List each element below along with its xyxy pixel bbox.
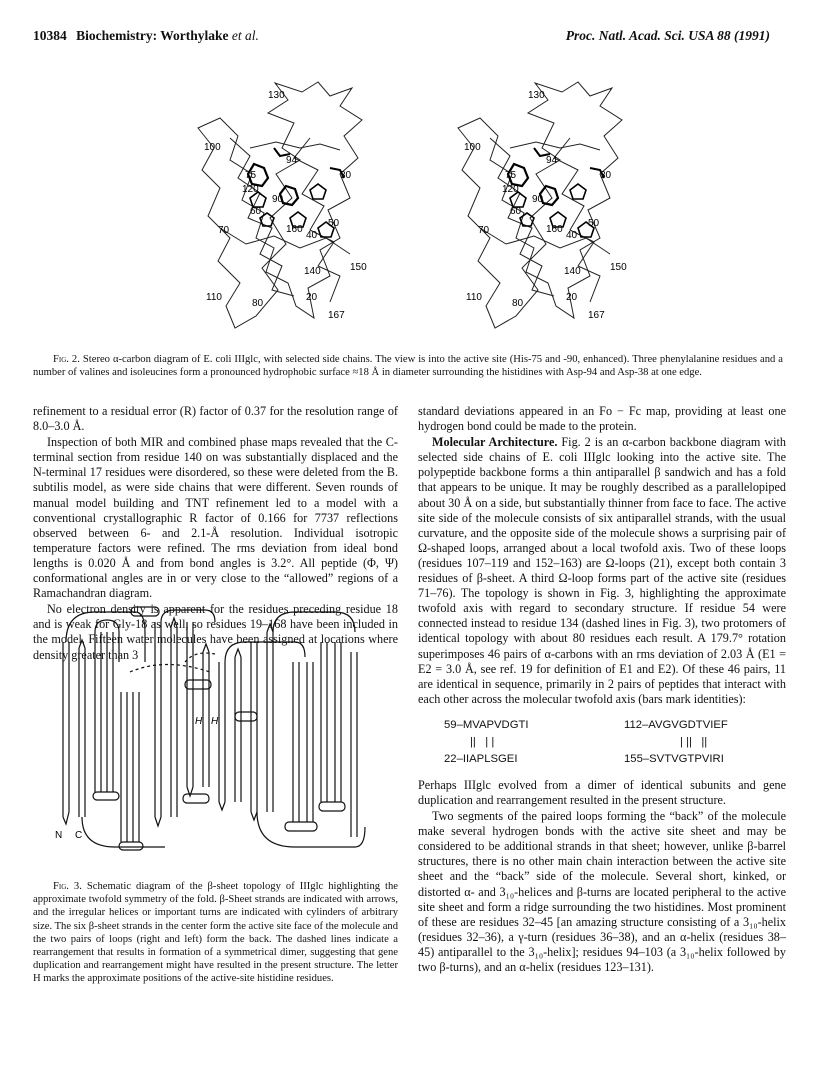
figure-3-caption-text: Schematic diagram of the β-sheet topology of IIIglc highlighting the approximate twofold symmetry of the fold. β-Sheet strands are indicated with arrows, and the irregular helices or important turns are indicated with cylinders of arbitrary size. The six β-sheet strands in the center form the active site face of the molecule and the two pairs of loops (right and left) form the back. The dashed lines indicate a rearrangement that results in formation of a symmetrical dimer, suggesting that gene duplication and rearrangement might have resulted in the present structure. The letter H marks the approximate positions of the active-site histidine residues. — [33, 881, 399, 985]
right-paragraph-3: Perhaps IIIglc evolved from a dimer of identical subunits and gene duplication and rearrangement resulted in the present structure. — [418, 777, 786, 807]
authors-suffix: et al. — [231, 28, 259, 43]
fig2-label-right-130: 130 — [528, 90, 545, 101]
fig2-label-right-80: 80 — [512, 298, 524, 309]
fig2-label-right-75: 75 — [505, 170, 517, 181]
fig2-label-right-70: 70 — [478, 225, 490, 236]
fig2-label-right-150: 150 — [610, 262, 627, 273]
fig3-label-n-terminus: N — [55, 830, 63, 841]
fig2-label-left-40: 40 — [306, 230, 318, 241]
right-paragraph-4: Two segments of the paired loops forming the “back” of the molecule make several hydrogen bonds with the active site sheet and may be considered to be additional strands in that sheet; however, unlike β-barrel structures, there is no other main chain interaction between the active site sheet and the “back” side of the molecule. Several short, kinked, or distorted α- and 3₁₀-helices and β-turns are located peripheral to the active site sheet and form a ridge surrounding the two histidines. Most prominent of these are residues 32–45 [an amazing structure consisting of a 3₁₀-helix (residues 32–36), a γ-turn (residues 36–38), and an α-helix (residues 38–45) antiparallel to the 3₁₀-helix]; residues 94–103 (a 3₁₀-helix followed by two β-turns), and an α-helix (residues 123–131). — [418, 809, 786, 974]
figure-2-caption — [33, 353, 783, 379]
fig2-label-left-110: 110 — [206, 292, 222, 303]
fig2-label-left-20: 20 — [306, 292, 318, 303]
fig2-label-right-100: 100 — [464, 142, 481, 153]
fig3-label-c-terminus: C — [75, 830, 83, 841]
figure-3-svg — [35, 602, 395, 867]
fig2-label-right-167: 167 — [588, 310, 605, 321]
fig2-label-left-160: 160 — [286, 224, 303, 235]
fig3-label-histidine-a: H — [195, 716, 203, 727]
figure-3-caption — [33, 880, 398, 986]
fig2-label-right-120: 120 — [502, 184, 519, 195]
fig2-label-right-50: 50 — [588, 218, 600, 229]
left-paragraph-1: refinement to a residual error (R) factor of 0.37 for the resolution range of 8.0–3.0 Å. — [33, 404, 398, 434]
figure-2-caption-label: Fig. 2. — [53, 354, 80, 365]
fig2-label-right-90: 90 — [532, 194, 544, 205]
fig2-label-right-140: 140 — [564, 266, 581, 277]
fig2-label-left-60: 60 — [250, 206, 262, 217]
fig2-label-left-140: 140 — [304, 266, 321, 277]
fig2-label-left-100: 100 — [204, 142, 221, 153]
journal-section: Biochemistry: Worthylake — [76, 28, 229, 43]
right-paragraph-2-text: Fig. 2 is an α-carbon backbone diagram with selected side chains of E. coli IIIglc looking into the active site. The polypeptide backbone forms a thin antiparallel β sandwich and has a fold that appears to be unique. It may be roughly described as a parallelopiped about 30 Å on a side, but substantially thinner from face to face. The active site side of the molecule consists of six antiparallel strands, with the usual curvature, and the opposite side of the molecule shows a surprising pair of Ω-shaped loops, arranged about a local twofold axis. Two of these loops (residues 107–119 and 152–163) are Ω-loops (21), except both contain 3 residues of β-sheet. A third Ω-loop forms part of the active site (residues 71–76). The topology is shown in Fig. 3, highlighting the approximate twofold axis with regard to secondary structure. If residue 54 were connected instead to residue 134 (dashed lines in Fig. 3), two protomers of identical topology with about 80 residues each result. A 179.7° rotation superimposes 46 pairs of α-carbons with an rms deviation of 2.03 Å (E1 = E2 = 3.0 Å, see ref. 19 for definition of E1 and E2). Of these 46 pairs, 11 are identical in sequence, primarily in 2 pairs of peptides that interact with each other across the molecular twofold axis (bars mark identities): — [418, 435, 786, 706]
figure-2-svg — [190, 78, 770, 348]
fig2-label-left-94: 94 — [286, 155, 298, 166]
right-paragraph-2 — [418, 435, 786, 707]
fig2-label-right-160: 160 — [546, 224, 563, 235]
fig2-label-left-150: 150 — [350, 262, 367, 273]
figure-3-caption-label: Fig. 3. — [53, 881, 82, 892]
sequence-alignment — [444, 717, 786, 768]
figure-3-topology-diagram — [35, 602, 395, 867]
fig2-label-left-70: 70 — [218, 225, 230, 236]
fig2-label-left-130: 130 — [268, 90, 285, 101]
fig2-label-left-90: 90 — [272, 194, 284, 205]
rearrangement-dashed-line-2 — [185, 653, 215, 662]
seq-bottom-left: 22–IIAPLSGEI — [444, 752, 518, 765]
fig2-label-left-50: 50 — [328, 218, 340, 229]
right-column — [418, 404, 786, 976]
right-paragraph-1: standard deviations appeared in an Fo − Fc map, providing at least one hydrogen bond could be made to the protein. — [418, 404, 786, 434]
running-header-left — [33, 28, 259, 44]
figure-2-caption-text: Stereo α-carbon diagram of E. coli IIIglc, with selected side chains. The view is into the active site (His-75 and -90, enhanced). Three phenylalanine residues and a number of valines and isoleucines form a pronounced hydrophobic surface ≈18 Å in diameter surrounding the histidines with Asp-94 and Asp-38 at one edge. — [33, 354, 783, 379]
fig3-label-histidine-b: H — [211, 716, 219, 727]
fig2-label-right-20: 20 — [566, 292, 578, 303]
seq-top-left: 59–MVAPVDGTI — [444, 718, 529, 731]
fig2-label-left-120: 120 — [242, 184, 259, 195]
left-paragraph-3: No electron density is apparent for the residues preceding residue 18 and is weak for Gly-18 as well, so residues 19–168 have been included in the model. Fifteen water molecules have been assigned at locations where density greater than 3 — [33, 602, 398, 662]
fig2-label-right-60: 60 — [510, 206, 522, 217]
section-heading-molecular-architecture: Molecular Architecture. — [432, 435, 558, 450]
seq-bars-right: | || || — [680, 735, 708, 748]
fig2-label-right-30: 30 — [600, 170, 612, 181]
page-number: 10384 — [33, 28, 67, 43]
fig2-label-left-80: 80 — [252, 298, 264, 309]
seq-top-right: 112–AVGVGDTVIEF — [624, 718, 728, 731]
fig2-label-right-94: 94 — [546, 155, 558, 166]
journal-citation: Proc. Natl. Acad. Sci. USA 88 (1991) — [565, 28, 770, 43]
seq-bars-left: || | | — [470, 735, 495, 748]
fig2-label-right-40: 40 — [566, 230, 578, 241]
fig2-label-left-167: 167 — [328, 310, 345, 321]
fig2-label-left-75: 75 — [245, 170, 257, 181]
fig2-label-left-30: 30 — [340, 170, 352, 181]
figure-2-stereo-diagram — [190, 78, 770, 348]
rearrangement-dashed-line — [130, 665, 210, 673]
fig2-label-right-110: 110 — [466, 292, 482, 303]
seq-bottom-right: 155–SVTVGTPVIRI — [624, 752, 724, 765]
left-paragraph-2: Inspection of both MIR and combined phase maps revealed that the C-terminal section from residue 140 on was substantially displaced and the N-terminal 17 residues were disordered, so these were deleted from the B. subtilis model, as were side chains that were different. Seven rounds of manual model building and TNT refinement led to a model with a conventional crystallographic R factor of 0.166 for 7737 reflections observed between 6- and 2.1-Å resolution. Individual isotropic temperature factors were refined. The rms deviation from ideal bond lengths is 0.020 Å and from bond angles is 3.2°. All peptide (Φ, Ψ) conformational angles are in or very close to the “allowed” regions of a Ramachandran diagram. — [33, 435, 398, 601]
